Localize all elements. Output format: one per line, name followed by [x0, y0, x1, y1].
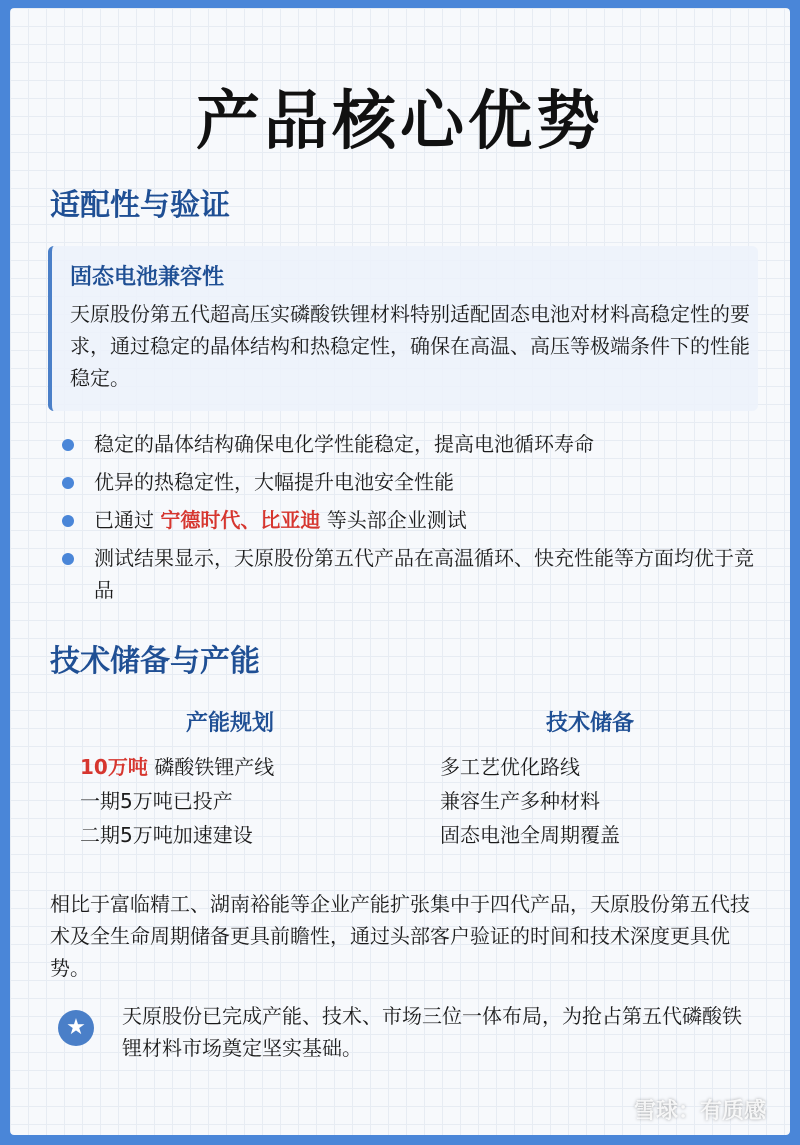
bullet-dot-icon: [62, 439, 74, 451]
list-item: 多工艺优化路线: [440, 755, 580, 779]
section-heading-adaptability: 适配性与验证: [50, 188, 230, 223]
capacity-column: [80, 708, 380, 852]
compatibility-card: [48, 246, 758, 411]
list-item: 固态电池全周期覆盖: [440, 823, 620, 847]
list-item: 测试结果显示，天原股份第五代产品在高温循环、快充性能等方面均优于竞品: [62, 542, 762, 606]
bullet-dot-icon: [62, 515, 74, 527]
bullet-list: [62, 428, 762, 612]
list-item: 二期5万吨加速建设: [80, 823, 253, 847]
bullet-dot-icon: [62, 477, 74, 489]
watermark: 雪球：有质感: [633, 1099, 766, 1124]
star-icon: ★: [58, 1010, 94, 1046]
section-heading-tech-capacity: 技术储备与产能: [50, 644, 260, 679]
conclusion-text: 天原股份已完成产能、技术、市场三位一体布局，为抢占第五代磷酸铁锂材料市场奠定坚实基础。: [122, 1004, 742, 1060]
comparison-paragraph: 相比于富临精工、湖南裕能等企业产能扩张集中于四代产品，天原股份第五代技术及全生命周期储备更具前瞻性，通过头部客户验证的时间和技术深度更具优势。: [50, 892, 750, 980]
tech-column: [440, 708, 740, 852]
highlight-partners: 宁德时代、比亚迪: [160, 508, 321, 532]
list-item: 10万吨 磷酸铁锂产线: [80, 755, 275, 779]
list-item: 优异的热稳定性，大幅提升电池安全性能: [62, 466, 762, 498]
conclusion-box: [50, 1000, 756, 1080]
capacity-title: 产能规划: [185, 711, 274, 736]
card-title: 固态电池兼容性: [70, 265, 225, 290]
list-item: 稳定的晶体结构确保电化学性能稳定，提高电池循环寿命: [62, 428, 762, 460]
list-item: 已通过 宁德时代、比亚迪 等头部企业测试: [62, 504, 762, 536]
page-frame: [10, 8, 790, 1135]
tech-title: 技术储备: [545, 711, 634, 736]
two-column-info: [70, 708, 750, 858]
list-item: 兼容生产多种材料: [440, 789, 600, 813]
card-body: 天原股份第五代超高压实磷酸铁锂材料特别适配固态电池对材料高稳定性的要求，通过稳定的晶体结构和热稳定性，确保在高温、高压等极端条件下的性能稳定。: [70, 302, 750, 390]
page-title: 产品核心优势: [196, 85, 604, 159]
bullet-dot-icon: [62, 553, 74, 565]
list-item: 一期5万吨已投产: [80, 789, 233, 813]
